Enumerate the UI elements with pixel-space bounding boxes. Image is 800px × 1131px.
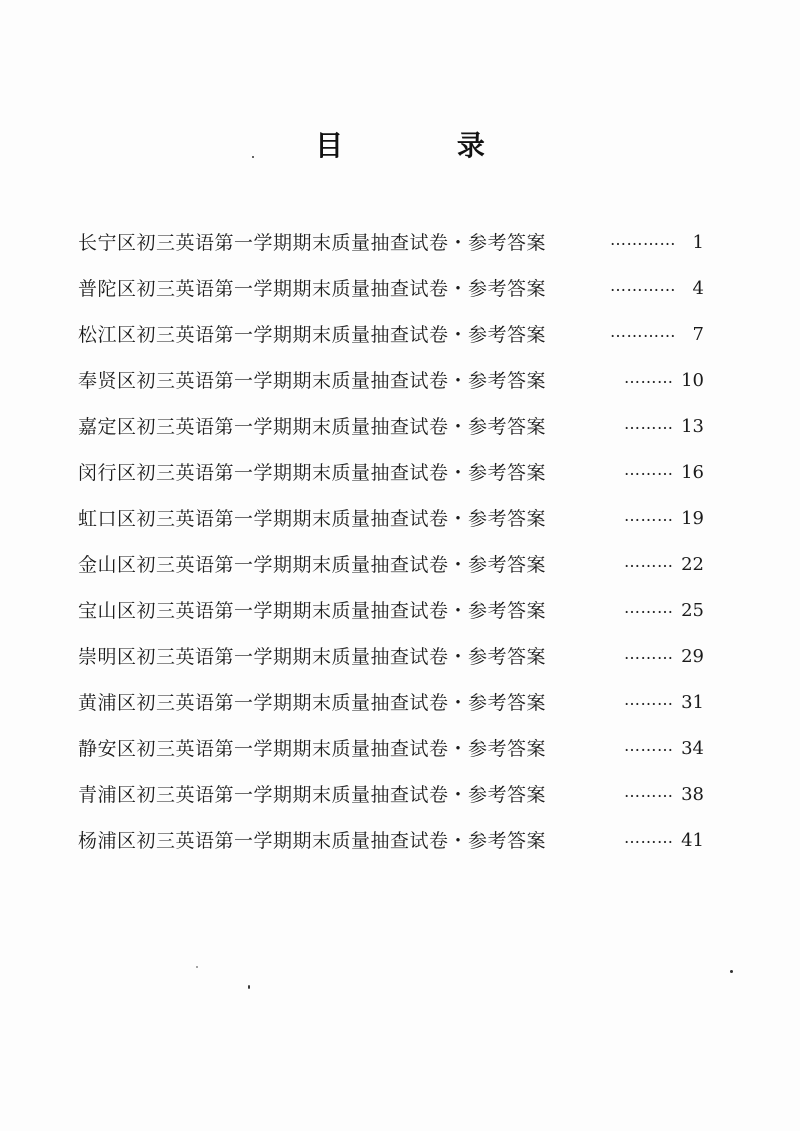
toc-page-number: 1: [692, 232, 704, 253]
scan-speck: [730, 970, 733, 973]
toc-page-number: 13: [681, 416, 704, 437]
page-title: 目 录: [315, 129, 537, 162]
toc-entry-title: 杨浦区初三英语第一学期期末质量抽查试卷・参考答案: [78, 830, 547, 852]
toc-entry[interactable]: [78, 454, 718, 500]
toc-entry-title: 普陀区初三英语第一学期期末质量抽查试卷・参考答案: [78, 278, 547, 300]
toc-page-number: 38: [681, 784, 704, 805]
toc-page-number: 19: [681, 508, 704, 529]
toc-leader-dots: ………: [624, 414, 674, 433]
toc-entry[interactable]: [78, 546, 718, 592]
toc-leader-dots: ………: [624, 828, 674, 847]
toc-entry[interactable]: [78, 224, 718, 270]
toc-leader-dots: ………: [624, 552, 674, 571]
table-of-contents: [78, 224, 718, 868]
toc-entry[interactable]: [78, 316, 718, 362]
toc-page-number: 4: [692, 278, 704, 299]
toc-page-number: 10: [681, 370, 704, 391]
toc-leader-dots: …………: [610, 322, 676, 341]
toc-leader-dots: ………: [624, 644, 674, 663]
toc-leader-dots: …………: [610, 230, 676, 249]
toc-entry[interactable]: [78, 776, 718, 822]
toc-entry-title: 奉贤区初三英语第一学期期末质量抽查试卷・参考答案: [78, 370, 547, 392]
toc-page-number: 7: [692, 324, 704, 345]
toc-entry-title: 黄浦区初三英语第一学期期末质量抽查试卷・参考答案: [78, 692, 547, 714]
scan-speck: [196, 966, 198, 968]
toc-entry-title: 金山区初三英语第一学期期末质量抽查试卷・参考答案: [78, 554, 547, 576]
toc-page-number: 25: [681, 600, 704, 621]
toc-entry[interactable]: [78, 684, 718, 730]
scan-speck: [252, 156, 254, 158]
toc-entry-title: 松江区初三英语第一学期期末质量抽查试卷・参考答案: [78, 324, 547, 346]
toc-page-number: 34: [681, 738, 704, 759]
toc-page-number: 29: [681, 646, 704, 667]
toc-entry[interactable]: [78, 500, 718, 546]
toc-leader-dots: ………: [624, 506, 674, 525]
toc-entry[interactable]: [78, 270, 718, 316]
toc-entry-title: 静安区初三英语第一学期期末质量抽查试卷・参考答案: [78, 738, 547, 760]
scan-speck: [248, 985, 250, 989]
toc-entry-title: 长宁区初三英语第一学期期末质量抽查试卷・参考答案: [78, 232, 547, 254]
toc-entry[interactable]: [78, 362, 718, 408]
toc-leader-dots: ………: [624, 598, 674, 617]
toc-leader-dots: ………: [624, 690, 674, 709]
toc-leader-dots: ………: [624, 736, 674, 755]
toc-entry-title: 嘉定区初三英语第一学期期末质量抽查试卷・参考答案: [78, 416, 547, 438]
toc-page-number: 31: [681, 692, 704, 713]
toc-entry-title: 虹口区初三英语第一学期期末质量抽查试卷・参考答案: [78, 508, 547, 530]
toc-leader-dots: ………: [624, 782, 674, 801]
toc-page-number: 16: [681, 462, 704, 483]
toc-entry[interactable]: [78, 822, 718, 868]
toc-entry-title: 青浦区初三英语第一学期期末质量抽查试卷・参考答案: [78, 784, 547, 806]
toc-entry[interactable]: [78, 592, 718, 638]
toc-entry-title: 崇明区初三英语第一学期期末质量抽查试卷・参考答案: [78, 646, 547, 668]
toc-leader-dots: ………: [624, 368, 674, 387]
toc-entry-title: 宝山区初三英语第一学期期末质量抽查试卷・参考答案: [78, 600, 547, 622]
toc-entry[interactable]: [78, 730, 718, 776]
toc-entry[interactable]: [78, 638, 718, 684]
toc-entry-title: 闵行区初三英语第一学期期末质量抽查试卷・参考答案: [78, 462, 547, 484]
toc-leader-dots: …………: [610, 276, 676, 295]
toc-entry[interactable]: [78, 408, 718, 454]
toc-page-number: 41: [681, 830, 704, 851]
toc-page-number: 22: [681, 554, 704, 575]
toc-leader-dots: ………: [624, 460, 674, 479]
